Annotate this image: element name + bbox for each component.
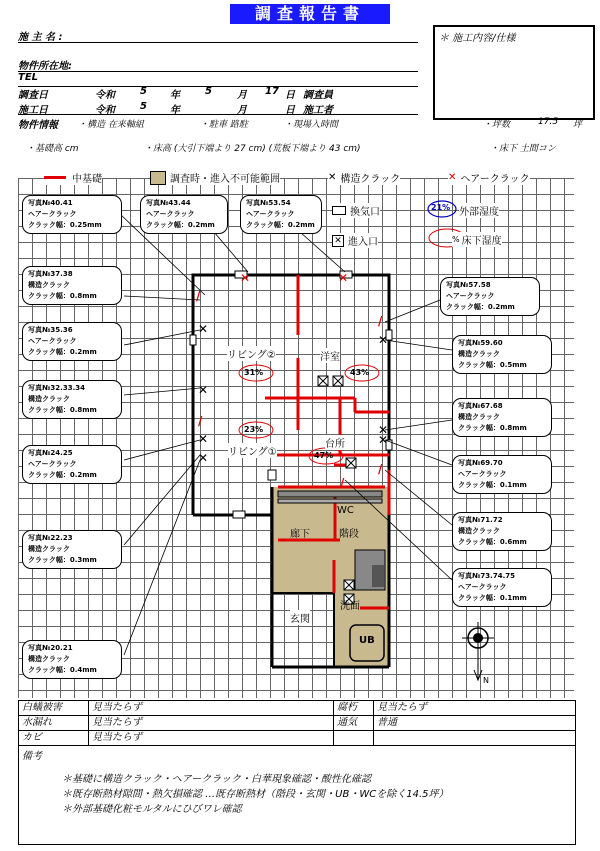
beige-box-icon	[150, 171, 166, 185]
callout-photo-35-36: 写真№35.36 ヘアークラック クラック幅：0.2mm	[22, 322, 122, 361]
survey-year-unit: 年	[170, 90, 180, 101]
callout-photo-22-23: 写真№22.23 構造クラック クラック幅：0.3mm	[22, 530, 122, 569]
callout-photo-24-25: 写真№24.25 ヘアークラック クラック幅：0.2mm	[22, 445, 122, 484]
survey-era: 令和	[95, 90, 115, 101]
callout-photo-59-60: 写真№59.60 構造クラック クラック幅：0.5mm	[452, 335, 552, 374]
humidity-living-1: 23%	[244, 425, 264, 434]
owner-label: 施 主 名 :	[18, 32, 63, 43]
svg-text:✕: ✕	[378, 333, 389, 347]
callout-photo-40-41: 写真№40.41 ヘアークラック クラック幅：0.25mm	[22, 195, 122, 234]
svg-text:✕: ✕	[198, 322, 209, 336]
svg-text:/: /	[378, 462, 383, 476]
status-table	[18, 700, 576, 845]
report-title: 調査報告書	[230, 4, 390, 24]
remarks-line: ＊基礎に構造クラック・ヘアークラック・白華現象確認・酸性化確認	[62, 774, 371, 785]
outer-moisture-value: 21%	[431, 203, 451, 212]
svg-text:✕: ✕	[338, 271, 349, 285]
svg-text:✕: ✕	[198, 383, 209, 397]
humidity-western: 43%	[350, 368, 370, 377]
survey-day-unit: 日	[285, 90, 295, 101]
address-label: 物件所在地:	[18, 61, 72, 72]
parking-info: ・駐車 路駐	[200, 120, 248, 130]
structure-info: ・構造 在来軸組	[78, 120, 144, 130]
callout-photo-43-44: 写真№43.44 ヘアークラック クラック幅：0.2mm	[140, 195, 228, 234]
status-label: 白蟻被害	[19, 701, 89, 715]
callout-photo-53-54: 写真№53.54 ヘアークラック クラック幅：0.2mm	[240, 195, 322, 234]
area-label: ・坪数	[483, 120, 511, 130]
vent-icon	[332, 206, 346, 215]
construction-day-unit: 日	[285, 105, 295, 116]
room-living-1: リビング①	[228, 443, 277, 458]
callout-photo-57-58: 写真№57.58 ヘアークラック クラック幅：0.2mm	[440, 277, 540, 316]
callout-photo-37-38: 写真№37.38 構造クラック クラック幅：0.8mm	[22, 266, 122, 305]
svg-text:✕: ✕	[378, 433, 389, 447]
status-value: 普通	[377, 717, 397, 728]
room-wc: WC	[337, 505, 354, 516]
room-entrance: 玄関	[290, 610, 310, 625]
underfloor-type: ・床下 土間コン	[490, 144, 556, 154]
tel-label: TEL	[18, 72, 39, 83]
legend-hair-crack: ✕ ヘアークラック	[448, 172, 530, 185]
callout-photo-71-72: 写真№71.72 構造クラック クラック幅：0.6mm	[452, 512, 552, 551]
legend-underfloor-moisture: % 床下湿度	[452, 232, 502, 247]
work-content-label: ＊ 施工内容/仕様	[439, 33, 516, 44]
svg-text:✕: ✕	[378, 423, 389, 437]
survey-date-label: 調査日	[18, 90, 48, 101]
callout-photo-69-70: 写真№69.70 ヘアークラック クラック幅：0.1mm	[452, 455, 552, 494]
construction-era: 令和	[95, 105, 115, 116]
construction-date-label: 施工日	[18, 105, 48, 116]
entry-time-info: ・現場入時間	[284, 120, 339, 130]
status-label: カビ	[19, 731, 89, 745]
construction-year-unit: 年	[170, 105, 180, 116]
humidity-kitchen: 47%	[314, 451, 334, 460]
foundation-height: ・基礎高 cm	[26, 144, 79, 154]
svg-text:/: /	[196, 289, 201, 303]
room-ub: UB	[359, 635, 375, 646]
callout-photo-67-68: 写真№67.68 構造クラック クラック幅：0.8mm	[452, 398, 552, 437]
legend-structural-crack: ✕ 構造クラック	[328, 172, 401, 185]
svg-text:✕: ✕	[198, 451, 209, 465]
humidity-living-2: 31%	[244, 368, 264, 377]
status-row	[19, 716, 575, 731]
remarks-line: ＊外部基礎化粧モルタルにひびワレ確認	[62, 804, 242, 815]
status-row	[19, 731, 575, 746]
construction-month-unit: 月	[237, 105, 247, 116]
area-value: 17.5	[538, 117, 559, 127]
svg-text:/: /	[378, 314, 383, 328]
legend-entry: ✕ 進入口	[332, 233, 378, 248]
status-value: 見当たらず	[89, 716, 334, 730]
survey-month-unit: 月	[237, 90, 247, 101]
property-info-label: 物件情報	[18, 120, 58, 131]
svg-text:✕: ✕	[240, 271, 251, 285]
status-value: 見当たらず	[89, 701, 334, 715]
status-value: 見当たらず	[89, 731, 334, 745]
remarks-section	[19, 746, 575, 844]
svg-text:/: /	[198, 414, 203, 428]
status-label: 水漏れ	[19, 716, 89, 730]
floor-height: ・床高 (大引下端より 27 cm) (荒板下端より 43 cm)	[144, 144, 361, 154]
room-western: 洋室	[320, 348, 340, 363]
legend-central-foundation: 中基礎	[44, 170, 102, 185]
callout-photo-32-33-34: 写真№32.33.34 構造クラック クラック幅：0.8mm	[22, 380, 122, 419]
remarks-line: ＊既存断熱材隙間・熱欠損確認 …既存断熱材（階段・玄関・UB・WCを除く14.5坪）	[62, 789, 449, 800]
construction-person-label: 施工者	[303, 105, 333, 116]
hair-crack-icon: ✕	[448, 172, 457, 183]
room-washroom: 洗面	[340, 601, 360, 612]
compass-icon	[462, 622, 494, 680]
room-hallway: 廊下	[290, 529, 310, 540]
status-label: 通気	[334, 716, 374, 730]
status-label: 腐朽	[334, 701, 374, 715]
callout-photo-73-74-75: 写真№73.74.75 ヘアークラック クラック幅：0.1mm	[452, 568, 552, 607]
remarks-label: 備考	[22, 751, 42, 762]
area-unit: 坪	[573, 120, 583, 130]
construction-year: 5	[140, 101, 147, 112]
svg-text:✕: ✕	[198, 432, 209, 446]
legend-vent: 換気口	[332, 203, 380, 218]
room-stairs: 階段	[339, 529, 359, 540]
surveyor-label: 調査員	[303, 90, 333, 101]
entry-icon: ✕	[332, 235, 344, 247]
survey-year: 5	[140, 86, 147, 97]
legend-no-access: 調査時・進入不可能範囲	[150, 170, 280, 185]
legend-outer-moisture: 外部湿度	[459, 203, 499, 218]
callout-photo-20-21: 写真№20.21 構造クラック クラック幅：0.4mm	[22, 640, 122, 679]
structural-crack-icon: ✕	[328, 172, 337, 183]
room-living-2: リビング②	[227, 346, 276, 361]
survey-month: 5	[205, 86, 212, 97]
compass-north-label: N	[483, 676, 489, 685]
svg-text:/: /	[340, 476, 345, 490]
survey-day: 17	[265, 86, 279, 97]
status-row	[19, 701, 575, 716]
status-value: 見当たらず	[377, 702, 427, 713]
room-kitchen: 台所	[325, 435, 345, 450]
red-line-icon	[44, 176, 66, 179]
